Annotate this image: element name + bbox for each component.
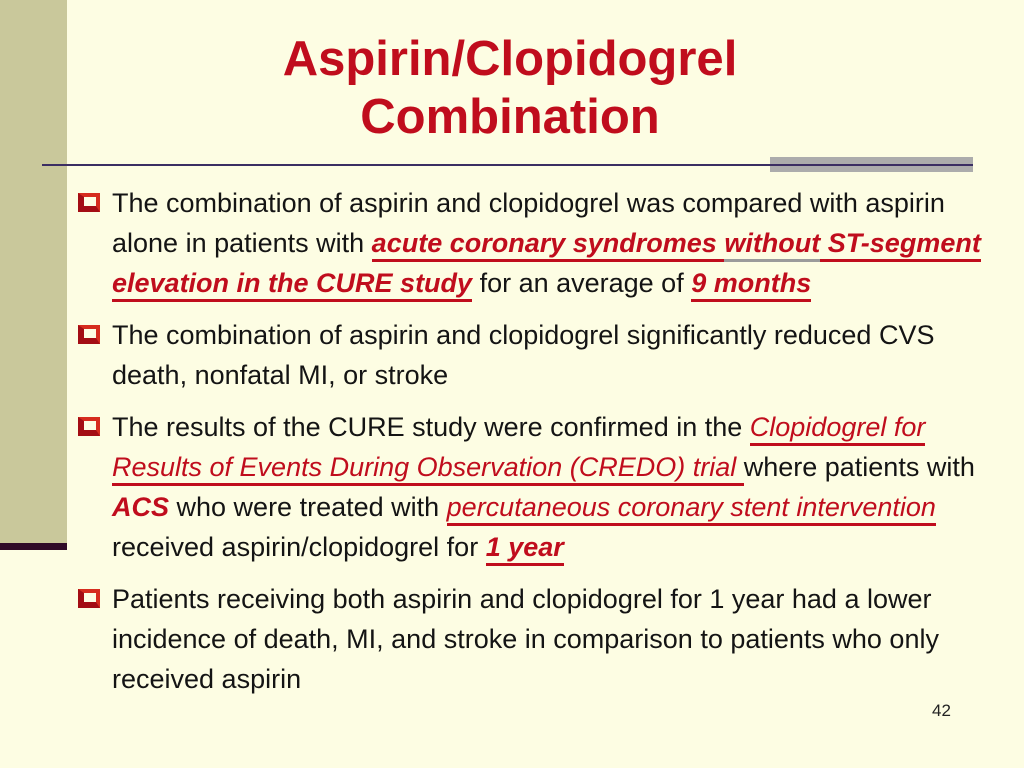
text-segment: The combination of aspirin and clopidogrel was compared with aspirin alone in patients with [112,188,945,258]
text-segment: Patients receiving both aspirin and clopidogrel for 1 year had a lower incidence of death, MI, and stroke in comparison to patients who only received aspirin [112,584,939,694]
text-segment: ST-segment elevation in the CURE study [112,228,981,302]
bullet-list [78,183,997,711]
bullet-item [78,183,997,303]
slide-title [60,30,960,146]
bullet-item [78,579,997,699]
title-underline-rule [42,164,973,166]
text-segment: received aspirin/clopidogrel for [112,532,486,562]
text-segment: ACS [112,492,170,522]
page-number: 42 [932,701,951,720]
bullet-glyph-column [78,579,112,699]
bullet-glyph-column [78,315,112,395]
bullet-item [78,315,997,395]
text-segment: where patients with [743,452,975,482]
text-segment: The combination of aspirin and clopidogrel significantly reduced CVS death, nonfatal MI, or stroke [112,320,935,390]
text-segment: 9 months [691,268,811,302]
bullet-square-icon [78,589,100,608]
title-line-1: Aspirin/Clopidogrel [282,32,738,86]
text-segment: for an average of [472,268,692,298]
bullet-square-icon [78,417,100,436]
bullet-item [78,407,997,567]
text-segment: 1 year [486,532,564,566]
title-line-2: Combination [360,90,660,144]
text-segment: Clopidogrel for Results of Events During Observation (CREDO) trial [112,412,925,486]
text-segment: percutaneous coronary stent intervention [447,492,936,526]
bullet-text [112,407,997,567]
text-segment: The results of the CURE study were confirmed in the [112,412,750,442]
text-segment: acute coronary syndromes [372,228,725,262]
text-segment: without [724,228,820,262]
sidebar-bottom-bar [0,543,67,550]
bullet-square-icon [78,325,100,344]
bullet-text [112,183,997,303]
text-segment: who were treated with [169,492,447,522]
bullet-glyph-column [78,407,112,567]
bullet-glyph-column [78,183,112,303]
bullet-text [112,579,997,699]
bullet-square-icon [78,193,100,212]
bullet-text [112,315,997,395]
sidebar-panel [0,0,67,543]
